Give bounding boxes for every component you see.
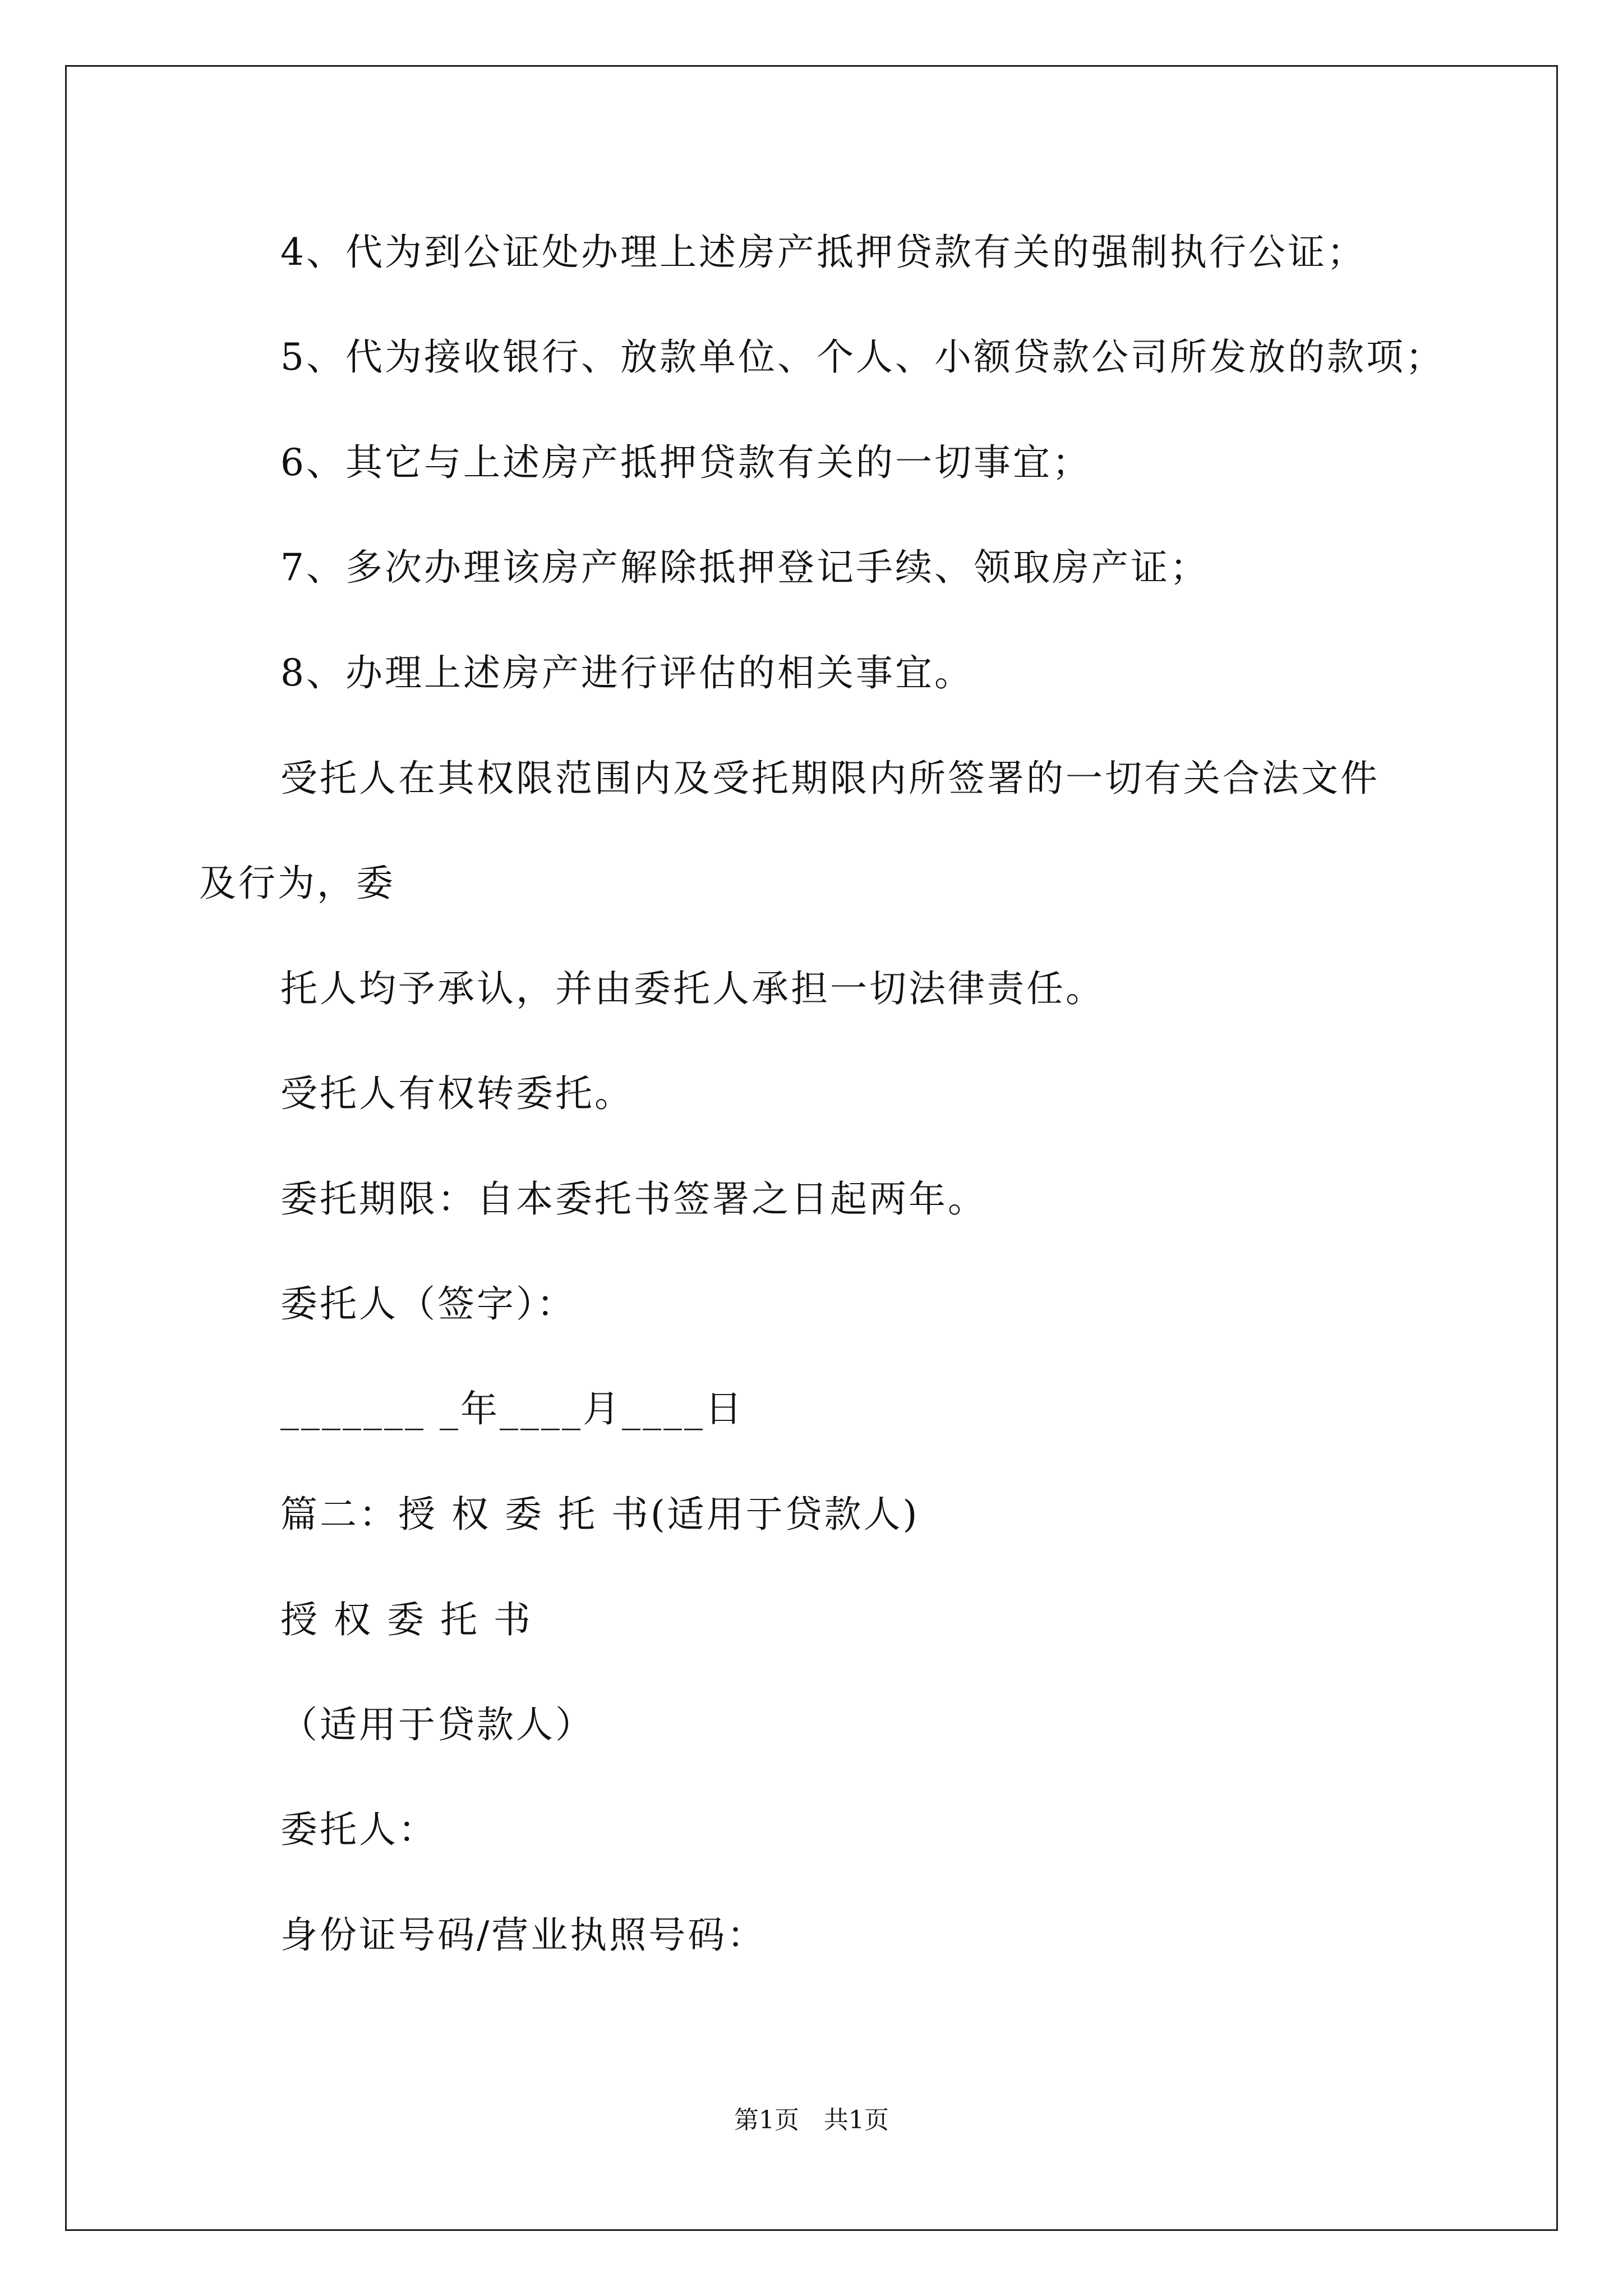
- principal-label: 委托人：: [280, 1808, 437, 1851]
- form-subtitle: （适用于贷款人）: [280, 1703, 594, 1746]
- signature-label: 委托人（签字）：: [280, 1282, 576, 1326]
- paragraph-term: 委托期限：自本委托书签署之日起两年。: [280, 1177, 987, 1221]
- id-number-label: 身份证号码/营业执照号码：: [280, 1913, 767, 1957]
- page-border: [65, 65, 1558, 2231]
- page-number-footer: 第1页 共1页: [734, 2106, 889, 2134]
- clause-4: 4、代为到公证处办理上述房产抵押贷款有关的强制执行公证；: [280, 231, 1366, 274]
- paragraph-authority: 受托人在其权限范围内及受托期限内所签署的一切有关合法文件: [280, 757, 1380, 800]
- paragraph-authority-continued: 及行为，委: [199, 862, 395, 905]
- clause-6: 6、其它与上述房产抵押贷款有关的一切事宜；: [280, 441, 1091, 484]
- clause-5: 5、代为接收银行、放款单位、个人、小额贷款公司所发放的款项；: [280, 335, 1445, 379]
- clause-7: 7、多次办理该房产解除抵押登记手续、领取房产证；: [280, 546, 1209, 589]
- clause-8: 8、办理上述房产进行评估的相关事宜。: [280, 651, 974, 694]
- section-two-heading: 篇二：授 权 委 托 书(适用于贷款人): [280, 1493, 920, 1536]
- paragraph-recognition: 托人均予承认，并由委托人承担一切法律责任。: [280, 967, 1105, 1010]
- date-line: _______ _年____月____日: [280, 1387, 744, 1430]
- form-title: 授 权 委 托 书: [280, 1598, 533, 1641]
- paragraph-subdelegation: 受托人有权转委托。: [280, 1072, 634, 1115]
